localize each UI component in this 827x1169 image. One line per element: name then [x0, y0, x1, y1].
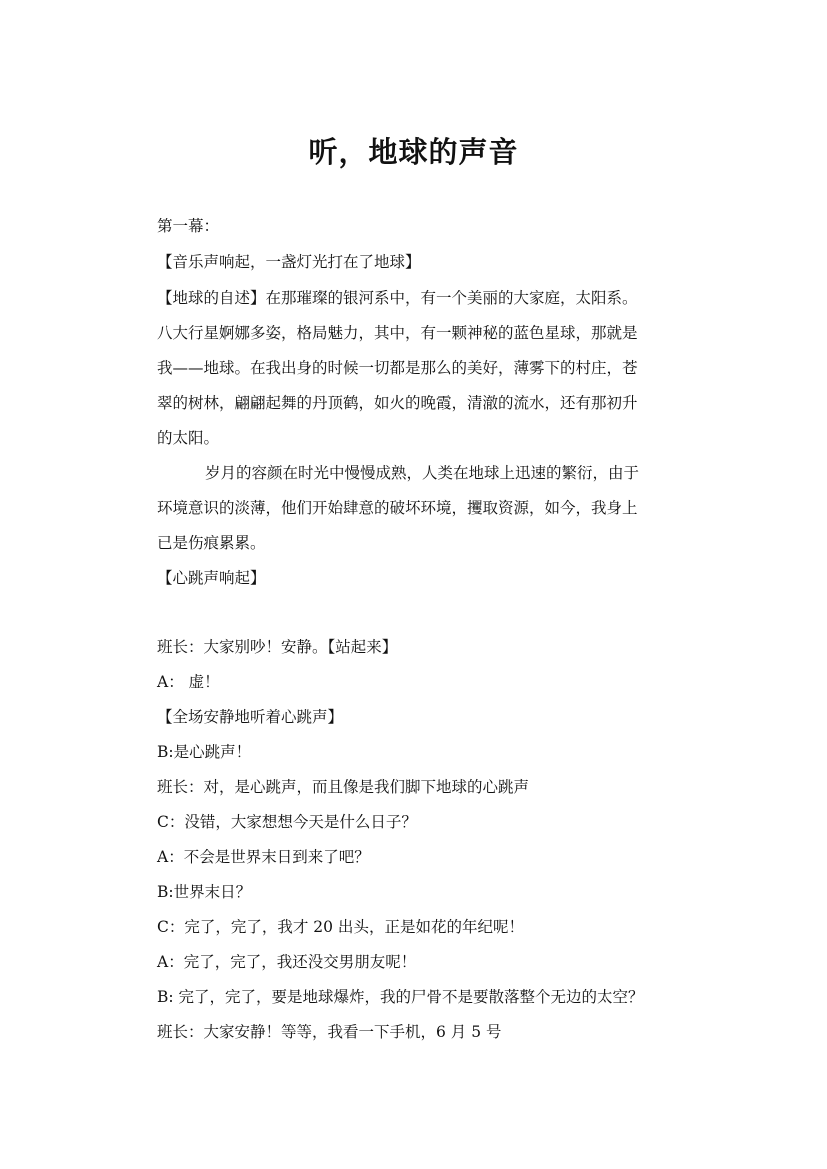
paragraph-line: 八大行星婀娜多姿，格局魅力，其中，有一颗神秘的蓝色星球，那就是 — [157, 324, 638, 342]
document-title: 听，地球的声音 — [308, 135, 519, 169]
paragraph-line: 翠的树林，翩翩起舞的丹顶鹤，如火的晚霞，清澈的流水，还有那初升 — [157, 394, 638, 412]
dialogue-line: C：没错，大家想想今天是什么日子？ — [157, 813, 417, 831]
stage-direction: 【全场安静地听着心跳声】 — [157, 708, 344, 726]
paragraph-line: 环境意识的淡薄，他们开始肆意的破坏环境，攫取资源，如今，我身上 — [157, 499, 638, 517]
paragraph-line: 我——地球。在我出身的时候一切都是那么的美好，薄雾下的村庄，苍 — [157, 359, 638, 377]
paragraph-line: 岁月的容颜在时光中慢慢成熟，人类在地球上迅速的繁衍，由于 — [205, 464, 640, 482]
paragraph-line: 的太阳。 — [157, 429, 220, 447]
dialogue-line: B: 完了，完了，要是地球爆炸，我的尸骨不是要散落整个无边的太空？ — [157, 988, 644, 1006]
dialogue-line: A：不会是世界末日到来了吧？ — [157, 848, 370, 866]
dialogue-line: A： 虚！ — [157, 673, 220, 691]
dialogue-line: 班长：大家别吵！安静。【站起来】 — [157, 638, 398, 656]
stage-direction: 【音乐声响起，一盏灯光打在了地球】 — [157, 253, 421, 271]
dialogue-line: A：完了，完了，我还没交男朋友呢！ — [157, 953, 417, 971]
dialogue-line: 班长：大家安静！等等，我看一下手机，6 月 5 号 — [157, 1023, 502, 1041]
scene-heading: 第一幕： — [157, 217, 220, 235]
dialogue-line: B:是心跳声！ — [157, 743, 252, 761]
dialogue-line: B:世界末日？ — [157, 883, 252, 901]
stage-direction: 【心跳声响起】 — [157, 569, 266, 587]
paragraph-line: 【地球的自述】在那璀璨的银河系中，有一个美丽的大家庭，太阳系。 — [157, 289, 638, 307]
dialogue-line: C：完了，完了，我才 20 出头，正是如花的年纪呢！ — [157, 918, 524, 936]
paragraph-line: 已是伤痕累累。 — [157, 534, 266, 552]
dialogue-line: 班长：对，是心跳声，而且像是我们脚下地球的心跳声 — [157, 778, 530, 796]
